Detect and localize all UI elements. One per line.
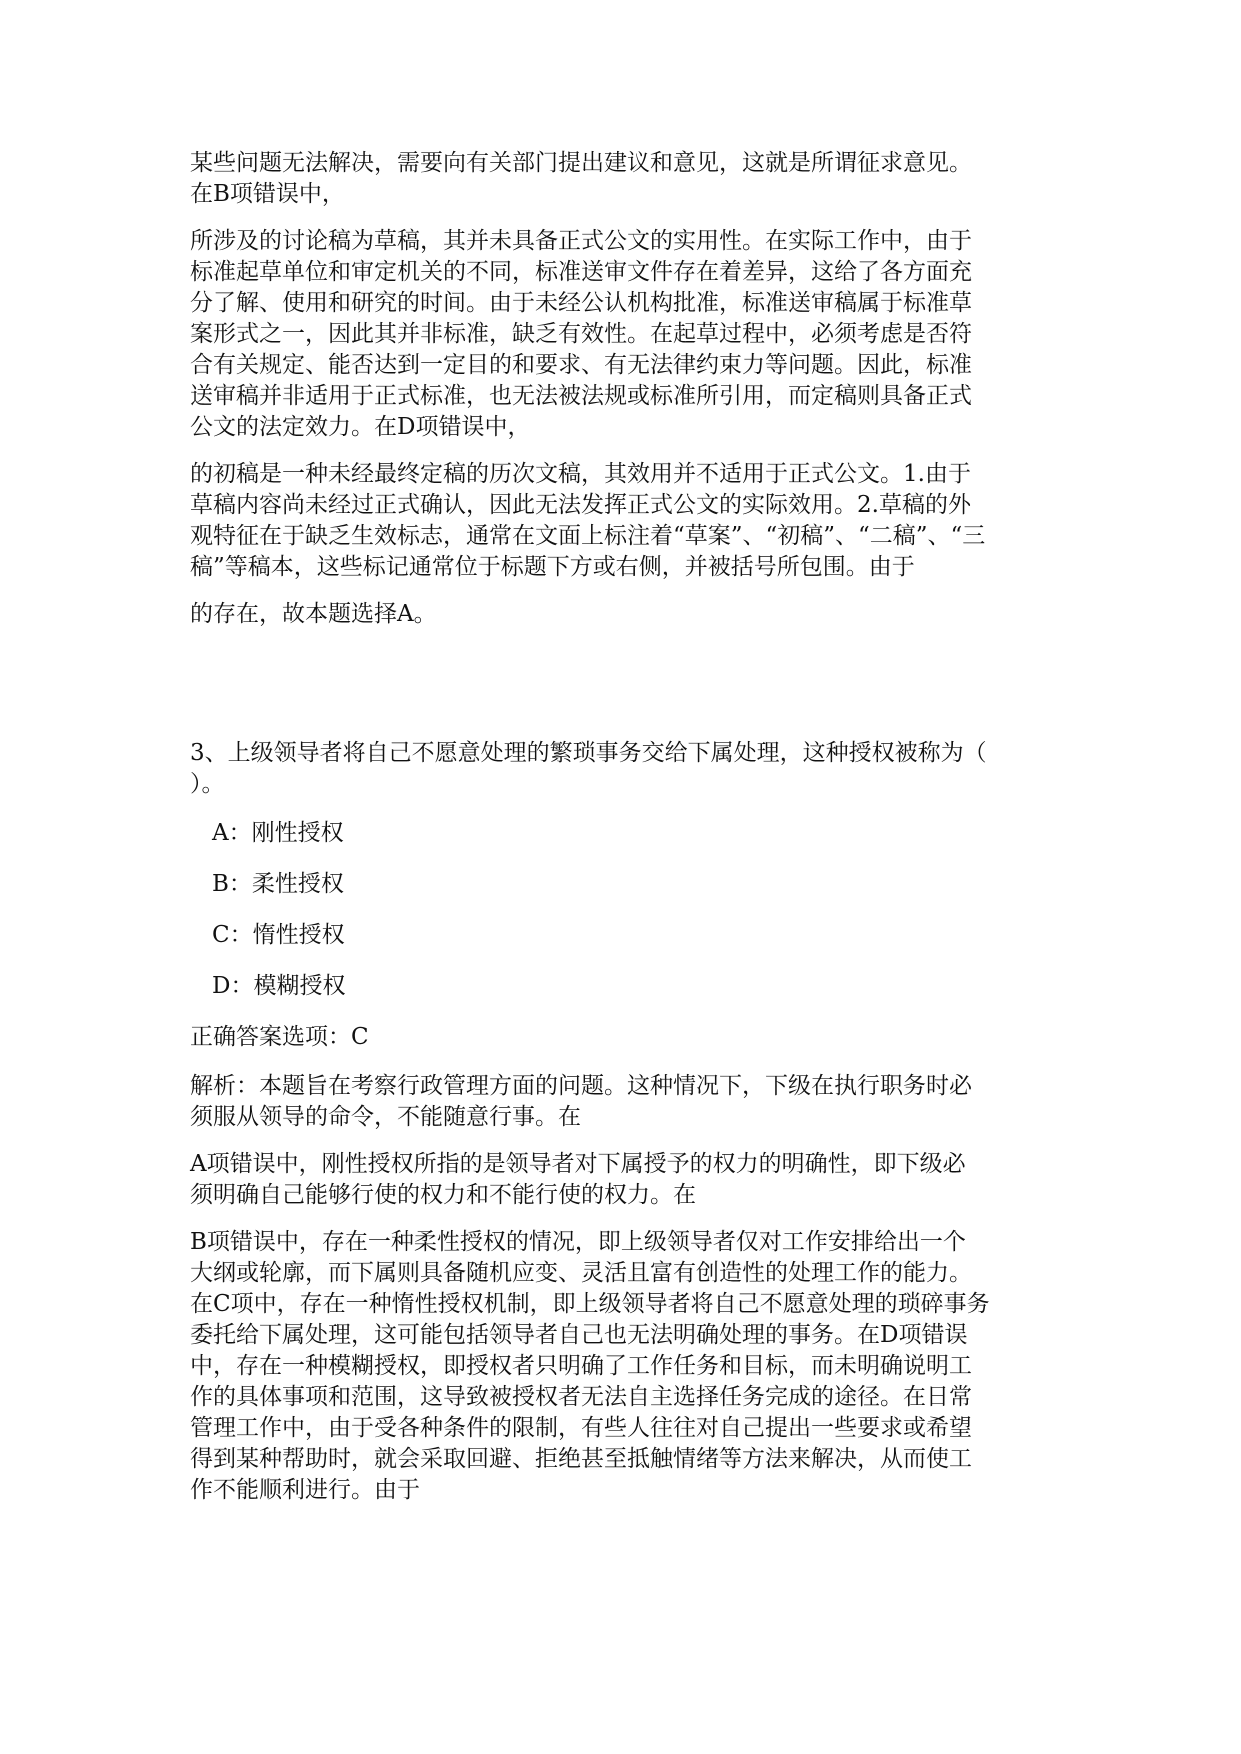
option-c: C：惰性授权 xyxy=(212,922,345,948)
paragraph: 的初稿是一种未经最终定稿的历次文稿，其效用并不适用于正式公文。1.由于 草稿内容尚未经过正式确认，因此无法发挥正式公文的实际效用。2.草稿的外 观特征在于缺乏生效标志，通常在文面上标注着“草案”、“初稿”、“二稿”、“三 稿”等稿本，这些标记通常位于标题下方或右侧，并被括号所包围。由于 xyxy=(190,461,986,580)
question-text: 3、上级领导者将自己不愿意处理的繁琐事务交给下属处理，这种授权被称为（ ）。 xyxy=(190,740,987,797)
document-body xyxy=(190,148,1062,1522)
correct-answer: 正确答案选项：C xyxy=(190,1024,369,1050)
analysis-paragraph: B项错误中，存在一种柔性授权的情况，即上级领导者仅对工作安排给出一个 大纲或轮廓，而下属则具备随机应变、灵活且富有创造性的处理工作的能力。 在C项中，存在一种惰性授权机制，即上级领导者将自己不愿意处理的琐碎事务 委托给下属处理，这可能包括领导者自己也无法明确处理的事务。在D项错误 中，存在一种模糊授权，即授权者只明确了工作任务和目标，而未明确说明工 作的具体事项和范围，这导致被授权者无法自主选择任务完成的途径。在日常 管理工作中，由于受各种条件的限制，有些人往往对自己提出一些要求或希望 得到某种帮助时，就会采取回避、拒绝甚至抵触情绪等方法来解决，从而使工 作不能顺利进行。由于 xyxy=(190,1229,990,1503)
option-d: D：模糊授权 xyxy=(212,973,346,999)
option-a: A：刚性授权 xyxy=(212,820,344,846)
paragraph: 的存在，故本题选择A。 xyxy=(190,601,437,627)
option-b: B：柔性授权 xyxy=(212,871,344,897)
section-gap xyxy=(190,646,1062,738)
paragraph: 所涉及的讨论稿为草稿，其并未具备正式公文的实用性。在实际工作中，由于 标准起草单位和审定机关的不同，标准送审文件存在着差异，这给了各方面充 分了解、使用和研究的时间。由于未经公认机构批准，标准送审稿属于标准草 案形式之一，因此其并非标准，缺乏有效性。在起草过程中，必须考虑是否符 合有关规定、能否达到一定目的和要求、有无法律约束力等问题。因此，标准 送审稿并非适用于正式标准，也无法被法规或标准所引用，而定稿则具备正式 公文的法定效力。在D项错误中， xyxy=(190,228,972,440)
paragraph: 某些问题无法解决，需要向有关部门提出建议和意见，这就是所谓征求意见。 在B项错误中， xyxy=(190,150,972,207)
analysis-paragraph: 解析：本题旨在考察行政管理方面的问题。这种情况下，下级在执行职务时必 须服从领导的命令，不能随意行事。在 xyxy=(190,1073,972,1130)
analysis-paragraph: A项错误中，刚性授权所指的是领导者对下属授予的权力的明确性，即下级必 须明确自己能够行使的权力和不能行使的权力。在 xyxy=(190,1151,966,1208)
